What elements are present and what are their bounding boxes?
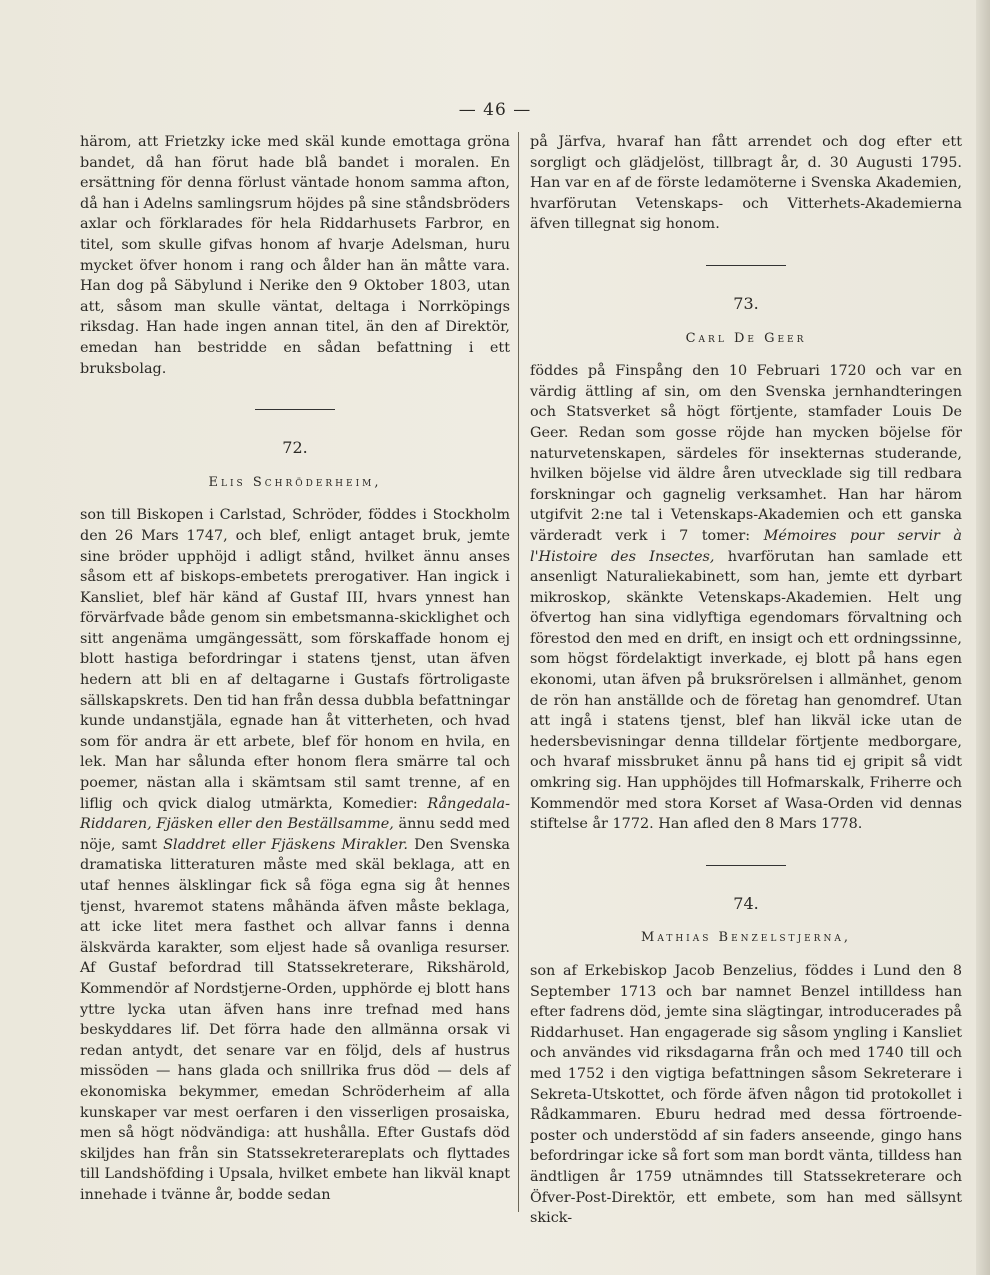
- section-separator: [706, 865, 786, 866]
- left-column: [80, 132, 510, 1206]
- section-separator: [706, 265, 786, 266]
- right-paragraph-2b: hvarförutan han samlade ett ansenligt Naturaliekabinett, som han, jemte ett dyrbart mikroskop, skänkte Vetenskaps-Akademien. Helt ung öfvertog han sina vidlyftiga egendomars förvaltning och förestod den med en drift, en insigt och ett ordningssinne, som högst fördelaktigt inverkade, ej blott på hans egen ekonomi, utan äfven på bruksrörelsen i allmänhet, genom de rön han anställde och de företag han genomdref. Utan att ingå i statens tjenst, blef han likväl icke utan de hedersbevisningar denna tilldelar förtjente medborgare, och hvaraf missbruket ännu på hans tid ej gripit så vidt omkring sig. Han upphöjdes till Hofmarskalk, Friherre och Kommendör med stora Korset af Wasa-Orden vid dennas stiftelse år 1772. Han afled den 8 Mars 1778.: [530, 548, 962, 833]
- right-paragraph-2: [530, 361, 962, 835]
- left-paragraph-1: härom, att Frietzky icke med skäl kunde emottaga gröna bandet, då han förut hade blå bandet i moralen. En ersättning för denna förlust väntade honom samma afton, då han i Adelns samlingsrum höjdes på sine ståndsbröders axlar och förklarades för hela Riddarhusets Farbror, en titel, som skulle gifvas honom af hvarje Adelsman, huru mycket öfver honom i rang och ålder han än måtte vara. Han dog på Säbylund i Nerike den 9 Oktober 1803, utan att, såsom man skulle väntat, deltaga i Norrköpings riksdag. Han hade ingen annan titel, än den af Direktör, emedan han bestridde en sådan befattning i ett bruksbolag.: [80, 134, 510, 377]
- entry-number-74: 74.: [733, 893, 759, 913]
- column-rule: [518, 132, 519, 1212]
- entry-number-73: 73.: [733, 293, 759, 313]
- right-paragraph-3: son af Erkebiskop Jacob Benzelius, föddes i Lund den 8 September 1713 och bar namnet Benzel intilldess han efter fadrens död, jemte sina slägtingar, introducerades på Riddarhuset. Han engagerade sig såsom yngling i Kansliet och användes vid riksdagarna från och med 1740 till och med 1752 i den vigtiga befattningen såsom Sekreterare i Sekreta-Utskottet, och förde äfven någon tid protokollet i Rådkammaren. Eburu hedrad med dessa förtroende-poster och understödd af sin faders anseende, gingo hans befordringar icke så fort som man bordt vänta, tilldess han ändtligen år 1759 utnämndes till Statssekreterare och Öfver-Post-Direktör, ett embete, som han med sällsynt skick-: [530, 963, 962, 1227]
- work-title-3: Mémoires pour servir à l'Histoire des Insectes,: [530, 527, 962, 565]
- page-edge-shadow: [976, 0, 990, 1275]
- entry-name-73: Carl De Geer: [685, 330, 807, 346]
- entry-number-72: 72.: [282, 438, 308, 458]
- left-paragraph-2a: son till Biskopen i Carlstad, Schröder, föddes i Stockholm den 26 Mars 1747, och blef, enligt antaget bruk, jemte sine bröder upphöjd i adligt stånd, hvilket ännu anses såsom ett af biskops-embetets prerogativer. Han ingick i Kansliet, blef här känd af Gustaf III, hvars ynnest han förvärfvade både genom sin embetsmanna-skicklighet och sitt angenäma umgängessätt, som förskaffade honom ej blott hastiga befordringar i statens tjenst, utan äfven hedern att bli en af deltagarne i Gustafs förtroligaste sällskapskrets. Den tid han från dessa dubbla befattningar kunde undanstjäla, egnade han åt vitterheten, och hvad som för andra är ett arbete, blef för honom en hvila, en lek. Man har sålunda efter honom flera smärre tal och poemer, nästan alla i skämtsam stil samt trenne, af en liflig och qvick dialog utmärkta, Komedier:: [80, 507, 510, 812]
- left-paragraph-2b: ännu sedd med nöje, samt: [80, 816, 510, 853]
- work-title-1: Rångedala-Riddaren, Fjäsken eller den Beställsamme,: [80, 795, 510, 833]
- right-paragraph-2a: föddes på Finspång den 10 Februari 1720 och var en värdig ättling af sin, om den Svenska jernhandteringen och Statsverket så högt förtjente, stamfader Louis De Geer. Redan som gosse röjde han mycken böjelse för naturvetenskapen, särdeles för insekternas studerande, hvilken böjelse vid äldre åren utvecklade sig till redbara forskningar och gagnelig verksamhet. Han har härom utgifvit 2:ne tal i Vetenskaps-Akademien och ett ganska värderadt verk i 7 tomer:: [530, 363, 962, 544]
- section-separator: [255, 409, 335, 410]
- left-paragraph-2: [80, 505, 510, 1205]
- right-column: [530, 132, 962, 1229]
- work-title-2: Sladdret eller Fjäskens Mirakler.: [163, 836, 409, 853]
- page-number: — 46 —: [458, 100, 532, 120]
- entry-name-74: Mathias Benzelstjerna,: [641, 930, 851, 946]
- entry-name-72: Elis Schröderheim,: [208, 474, 382, 490]
- right-paragraph-1: på Järfva, hvaraf han fått arrendet och dog efter ett sorgligt och glädjelöst, tillbragt år, d. 30 Augusti 1795. Han var en af de förste ledamöterne i Svenska Akademien, hvarförutan Vetenskaps- och Vitterhets-Akademierna äfven tillegnat sig honom.: [530, 134, 962, 233]
- left-paragraph-2c: Den Svenska dramatiska litteraturen måste med skäl beklaga, att en utaf hennes älsklingar fick så föga egna sig åt hennes tjenst, hvaremot statens måhända äfven måste beklaga, att icke litet mera fasthet och allvar fanns i denna älskvärda karakter, som eljest hade så ovanliga resurser. Af Gustaf befordrad till Statssekreterare, Rikshärold, Kommendör af Nordstjerne-Orden, upphörde ej blott hans yttre lycka utan äfven hans inre trefnad med hans beskyddares lif. Det förra hade den allmänna orsak vi redan antydt, det senare var en följd, dels af hustrus missöden — hans glada och snillrika frus död — dels af ekonomiska bekymmer, emedan Schröderheim af alla kunskaper var mest oerfaren i den visserligen prosaiska, men så högt nödvändiga: att hushålla. Efter Gustafs död skiljdes han från sin Statssekreterareplats och flyttades till Landshöfding i Upsala, hvilket embete han likväl knapt innehade i tvänne år, bodde sedan: [80, 836, 511, 1203]
